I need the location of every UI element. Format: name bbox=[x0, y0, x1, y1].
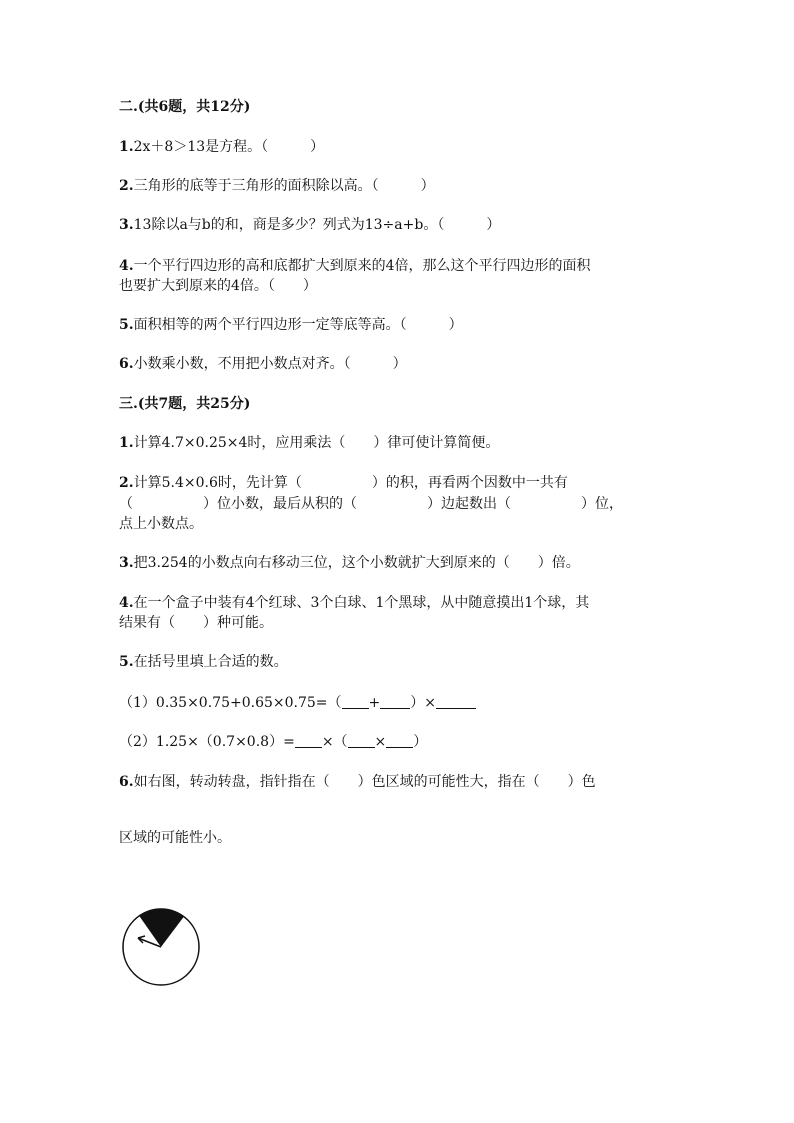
question-number: 4. bbox=[119, 595, 134, 611]
question-number: 6. bbox=[119, 774, 134, 790]
answer-blank[interactable] bbox=[380, 694, 410, 709]
answer-blank[interactable] bbox=[348, 733, 375, 748]
question-number: 3. bbox=[119, 555, 134, 571]
question-2-2 bbox=[119, 176, 435, 196]
question-text: 在一个盒子中装有4个红球、3个白球、1个黑球，从中随意摸出1个球，其 bbox=[133, 595, 590, 611]
question-2-4 bbox=[119, 256, 591, 276]
spinner-diagram bbox=[120, 906, 202, 988]
question-3-3 bbox=[119, 553, 580, 573]
question-text: 计算5.4×0.6时，先计算（ ）的积，再看两个因数中一共有 bbox=[133, 475, 568, 491]
question-2-3 bbox=[119, 215, 500, 235]
answer-blank[interactable] bbox=[295, 733, 322, 748]
section-2-title: 二.(共6题，共12分) bbox=[119, 99, 251, 115]
question-text: 三角形的底等于三角形的面积除以高。（ ） bbox=[133, 178, 435, 194]
question-2-4-continued: 也要扩大到原来的4倍。（ ） bbox=[119, 278, 317, 294]
question-3-4 bbox=[119, 593, 589, 613]
question-text: 把3.254的小数点向右移动三位，这个小数就扩大到原来的（ ）倍。 bbox=[133, 555, 580, 571]
fill-in-text: + bbox=[368, 695, 381, 711]
question-2-5 bbox=[119, 315, 463, 335]
question-number: 1. bbox=[119, 139, 134, 155]
question-3-1 bbox=[119, 433, 499, 453]
question-text: 计算4.7×0.25×4时，应用乘法（ ）律可使计算简便。 bbox=[133, 435, 500, 451]
question-number: 4. bbox=[119, 258, 134, 274]
question-3-4-continued: 结果有（ ）种可能。 bbox=[119, 615, 273, 631]
fill-in-text: ×（ bbox=[321, 734, 348, 750]
question-3-2-continued-2: 点上小数点。 bbox=[119, 516, 203, 532]
answer-blank[interactable] bbox=[436, 694, 476, 709]
answer-blank[interactable] bbox=[342, 694, 369, 709]
question-text: 小数乘小数，不用把小数点对齐。（ ） bbox=[133, 356, 407, 372]
question-text: 在括号里填上合适的数。 bbox=[133, 654, 288, 670]
question-3-2 bbox=[119, 473, 568, 493]
question-text: 2x＋8＞13是方程。（ ） bbox=[133, 139, 325, 155]
question-number: 1. bbox=[119, 435, 134, 451]
question-2-6 bbox=[119, 354, 407, 374]
fill-in-text: ） bbox=[413, 734, 428, 750]
fill-in-line-1 bbox=[119, 693, 476, 713]
question-text: 如右图，转动转盘，指针指在（ ）色区域的可能性大，指在（ ）色 bbox=[133, 774, 596, 790]
question-number: 5. bbox=[119, 317, 134, 333]
answer-blank[interactable] bbox=[386, 733, 413, 748]
question-2-1 bbox=[119, 137, 324, 157]
question-number: 6. bbox=[119, 356, 134, 372]
fill-in-text: ）× bbox=[410, 695, 436, 711]
question-text: 13除以a与b的和，商是多少？列式为13÷a+b。（ ） bbox=[133, 217, 501, 233]
fill-in-line-2 bbox=[119, 732, 427, 752]
section-3-title: 三.(共7题，共25分) bbox=[119, 396, 251, 412]
question-text: 一个平行四边形的高和底都扩大到原来的4倍，那么这个平行四边形的面积 bbox=[133, 258, 591, 274]
question-3-5 bbox=[119, 652, 288, 672]
fill-in-text: （1）0.35×0.75+0.65×0.75=（ bbox=[119, 695, 342, 711]
question-3-6 bbox=[119, 772, 596, 792]
fill-in-text: × bbox=[374, 734, 387, 750]
question-number: 2. bbox=[119, 178, 134, 194]
question-text: 面积相等的两个平行四边形一定等底等高。（ ） bbox=[133, 317, 463, 333]
question-number: 5. bbox=[119, 654, 134, 670]
question-number: 2. bbox=[119, 475, 134, 491]
fill-in-text: （2）1.25×（0.7×0.8）= bbox=[119, 734, 295, 750]
question-number: 3. bbox=[119, 217, 134, 233]
question-3-6-continued: 区域的可能性小。 bbox=[119, 830, 231, 846]
question-3-2-continued: （ ）位小数，最后从积的（ ）边起数出（ ）位， bbox=[119, 496, 623, 512]
